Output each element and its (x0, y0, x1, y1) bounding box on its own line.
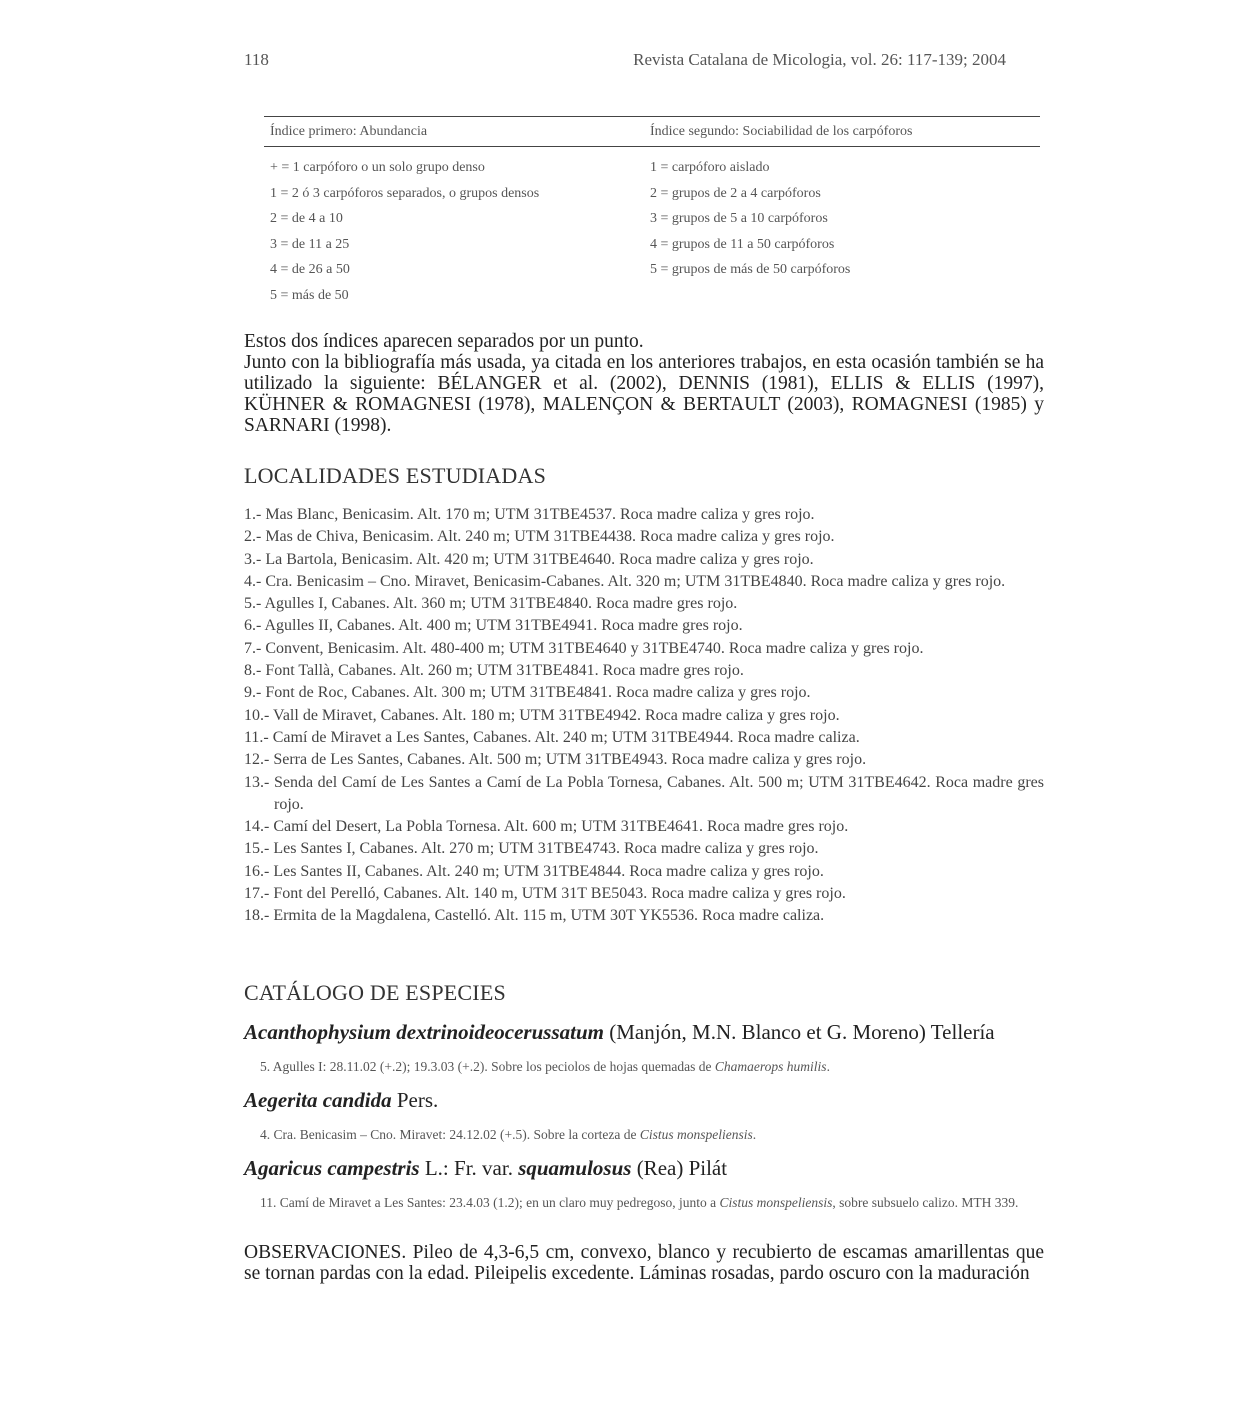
list-item: 10.- Vall de Miravet, Cabanes. Alt. 180 m; UTM 31TBE4942. Roca madre caliza y gres rojo. (244, 706, 840, 724)
localities-list (244, 504, 1044, 928)
index-table-header-sociability: Índice segundo: Sociabilidad de los carpóforos (650, 124, 913, 139)
list-item: 5.- Agulles I, Cabanes. Alt. 360 m; UTM 31TBE4840. Roca madre gres rojo. (244, 595, 738, 613)
observaciones-paragraph: OBSERVACIONES. Pileo de 4,3-6,5 cm, convexo, blanco y recubierto de escamas amarillentas que se tornan pardas con la edad. Pileipelis excedente. Láminas rosadas, pardo oscuro con la maduración (244, 1242, 1044, 1284)
index-table-col-sociability (650, 120, 912, 283)
index-table-cell: + = 1 carpóforo o un solo grupo denso (270, 160, 485, 175)
index-table-col-abundance (270, 120, 539, 308)
page-number: 118 (244, 50, 269, 69)
list-item: 1.- Mas Blanc, Benicasim. Alt. 170 m; UTM 31TBE4537. Roca madre caliza y gres rojo. (244, 506, 815, 523)
list-item: 11.- Camí de Miravet a Les Santes, Cabanes. Alt. 240 m; UTM 31TBE4944. Roca madre caliza. (244, 728, 860, 746)
list-item: 2.- Mas de Chiva, Benicasim. Alt. 240 m; UTM 31TBE4438. Roca madre caliza y gres rojo. (244, 528, 835, 546)
list-item: 7.- Convent, Benicasim. Alt. 480-400 m; UTM 31TBE4640 y 31TBE4740. Roca madre caliza y gres rojo. (244, 639, 924, 657)
species-record: 11. Camí de Miravet a Les Santes: 23.4.03 (1.2); en un claro muy pedregoso, junto a Cistus monspeliensis, sobre subsuelo calizo. MTH 339. (260, 1195, 1019, 1210)
index-table-cell: 2 = grupos de 2 a 4 carpóforos (650, 185, 821, 201)
section-title-localidades: LOCALIDADES ESTUDIADAS (244, 463, 547, 488)
species-author: (Manjón, M.N. Blanco et G. Moreno) Tellería (603, 1020, 995, 1044)
intro-paragraph-1: Estos dos índices aparecen separados por un punto. (244, 331, 644, 352)
variety-name: squamulosus (518, 1156, 632, 1180)
index-table-cell: 3 = grupos de 5 a 10 carpóforos (650, 211, 828, 226)
host-name: Chamaerops humilis (714, 1059, 827, 1074)
variety-author: (Rea) Pilát (631, 1156, 728, 1180)
host-name: Cistus monspeliensis (639, 1127, 753, 1142)
intro-paragraph-2: Junto con la bibliografía más usada, ya citada en los anteriores trabajos, en esta ocasión también se ha utilizado la siguiente: BÉLANGER et al. (2002), DENNIS (1981), ELLIS & ELLIS (1997), KÜHNER & ROMAGNESI (1978), MALENÇON & BERTAULT (2003), ROMAGNESI (1985) y SARNARI (1998). (244, 352, 1044, 436)
list-item: 9.- Font de Roc, Cabanes. Alt. 300 m; UTM 31TBE4841. Roca madre caliza y gres rojo. (244, 684, 811, 702)
species-record: 5. Agulles I: 28.11.02 (+.2); 19.3.03 (+.2). Sobre los peciolos de hojas quemadas de Chamaerops humilis. (260, 1059, 830, 1074)
species-name: Acanthophysium dextrinoideocerussatum (244, 1020, 604, 1044)
list-item: 3.- La Bartola, Benicasim. Alt. 420 m; UTM 31TBE4640. Roca madre caliza y gres rojo. (244, 550, 814, 568)
index-table-header-abundance: Índice primero: Abundancia (270, 124, 428, 139)
index-table-cell: 4 = de 26 a 50 (270, 262, 350, 277)
journal-citation: Revista Catalana de Micologia, vol. 26: 117-139; 2004 (633, 50, 1006, 69)
list-item: 8.- Font Tallà, Cabanes. Alt. 260 m; UTM 31TBE4841. Roca madre gres rojo. (244, 662, 744, 680)
species-name: Agaricus campestris (244, 1156, 420, 1180)
species-record: 4. Cra. Benicasim – Cno. Miravet: 24.12.02 (+.5). Sobre la corteza de Cistus monspeliensis. (260, 1127, 757, 1142)
list-item: 12.- Serra de Les Santes, Cabanes. Alt. 500 m; UTM 31TBE4943. Roca madre caliza y gres rojo. (244, 751, 867, 769)
list-item: 13.- Senda del Camí de Les Santes a Camí de La Pobla Tornesa, Cabanes. Alt. 500 m; UTM 31TBE4642. Roca madre gres rojo. (244, 773, 1044, 813)
species-author: L.: Fr. var. (419, 1156, 519, 1180)
species-heading (244, 1088, 438, 1113)
list-item: 6.- Agulles II, Cabanes. Alt. 400 m; UTM 31TBE4941. Roca madre gres rojo. (244, 617, 743, 635)
list-item: 4.- Cra. Benicasim – Cno. Miravet, Benicasim-Cabanes. Alt. 320 m; UTM 31TBE4840. Roca madre caliza y gres rojo. (244, 572, 1006, 590)
index-table-cell: 3 = de 11 a 25 (270, 236, 350, 252)
index-table-cell: 1 = carpóforo aislado (650, 160, 770, 175)
species-heading (244, 1156, 727, 1181)
index-table-cell: 1 = 2 ó 3 carpóforos separados, o grupos densos (270, 185, 540, 201)
list-item: 15.- Les Santes I, Cabanes. Alt. 270 m; UTM 31TBE4743. Roca madre caliza y gres rojo. (244, 840, 819, 858)
species-author: Pers. (391, 1088, 439, 1112)
list-item: 16.- Les Santes II, Cabanes. Alt. 240 m; UTM 31TBE4844. Roca madre caliza y gres rojo. (244, 862, 824, 880)
species-name: Aegerita candida (244, 1088, 392, 1112)
host-name: Cistus monspeliensis (719, 1195, 833, 1210)
running-header (244, 50, 1006, 76)
section-title-catalogo: CATÁLOGO DE ESPECIES (244, 980, 506, 1005)
table-top-rule (264, 116, 1040, 117)
index-table-cell: 4 = grupos de 11 a 50 carpóforos (650, 236, 835, 252)
species-heading (244, 1020, 995, 1045)
list-item: 18.- Ermita de la Magdalena, Castelló. Alt. 115 m, UTM 30T YK5536. Roca madre caliza. (244, 907, 825, 925)
list-item: 17.- Font del Perelló, Cabanes. Alt. 140 m, UTM 31T BE5043. Roca madre caliza y gres rojo. (244, 885, 846, 903)
index-table-cell: 5 = más de 50 (270, 287, 349, 303)
index-table-cell: 5 = grupos de más de 50 carpóforos (650, 262, 851, 277)
list-item: 14.- Camí del Desert, La Pobla Tornesa. Alt. 600 m; UTM 31TBE4641. Roca madre gres rojo. (244, 818, 849, 836)
index-table-cell: 2 = de 4 a 10 (270, 211, 343, 226)
